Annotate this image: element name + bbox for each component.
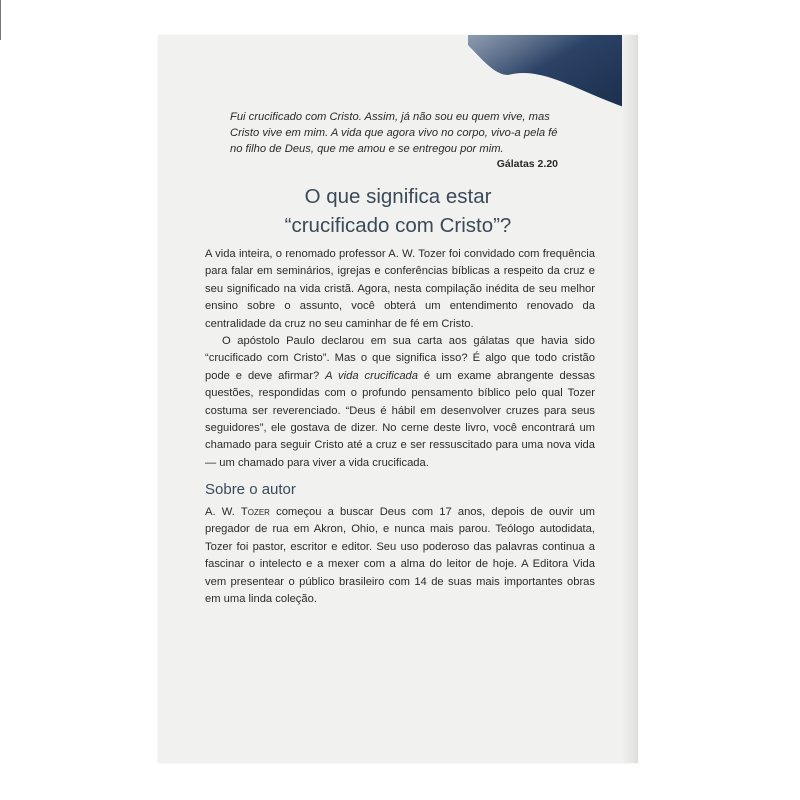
synopsis: [205, 246, 595, 472]
heading-line-2: “crucificado com Cristo”?: [284, 214, 512, 237]
author-section-heading: Sobre o autor: [205, 481, 296, 498]
synopsis-paragraph-1: A vida inteira, o renomado professor A. W. Tozer foi convidado com frequência para falar em seminários, igrejas e conferências bíblicas a respeito da cruz e seu significado na vida cristã. Agora, nesta compilação inédita de seu melhor ensino sobre o assunto, você obterá um entendimento renovado da centralidade da cruz no seu caminhar de fé em Cristo.: [205, 248, 595, 330]
synopsis-paragraph-2: [205, 333, 595, 472]
author-surname: Tozer: [240, 506, 270, 518]
epigraph-quote: Fui crucificado com Cristo. Assim, já não sou eu quem vive, mas Cristo vive em mim. A vida que agora vivo no corpo, vivo-a pela fé no filho de Deus, que me amou e se entregou por mim.: [230, 111, 558, 155]
author-initials: A. W.: [205, 506, 241, 518]
frame-corner-mark: [0, 0, 13, 40]
paragraph-2-start: O apóstolo Paulo declarou em sua carta aos gálatas que havia sido “crucificado com Cristo”. Mas o que significa isso? É algo que todo cristão pode e deve afirmar?: [205, 335, 595, 382]
author-bio: [205, 504, 595, 608]
author-bio-text: começou a buscar Deus com 17 anos, depois de ouvir um pregador de rua em Akron, Ohio, e nunca mais parou. Teólogo autodidata, Tozer foi pastor, escritor e editor. Seu uso poderoso das palavras continua a fascinar o intelecto e a mexer com a alma do leitor de hoje. A Editora Vida vem presentear o público brasileiro com 14 de suas mais importantes obras em uma linda coleção.: [205, 506, 595, 606]
epigraph-reference: Gálatas 2.20: [496, 158, 558, 170]
paragraph-2-end: é um exame abrangente dessas questões, respondidas com o profundo pensamento bíblico pelo qual Tozer costuma ser reverenciado. “Deus é hábil em desenvolver cruzes para seus seguidores”, ele gostava de dizer. No cerne deste livro, você encontrará um chamado para seguir Cristo até a cruz e ser ressuscitado para uma nova vida — um chamado para viver a vida crucificada.: [205, 369, 595, 469]
heading-line-1: O que significa estar: [304, 185, 492, 208]
book-back-cover: [158, 35, 638, 763]
author-bio-paragraph: [205, 504, 595, 608]
book-title-italic: A vida crucificada: [325, 369, 418, 382]
back-cover-heading: [218, 182, 578, 240]
book-spine-edge: [622, 35, 638, 763]
